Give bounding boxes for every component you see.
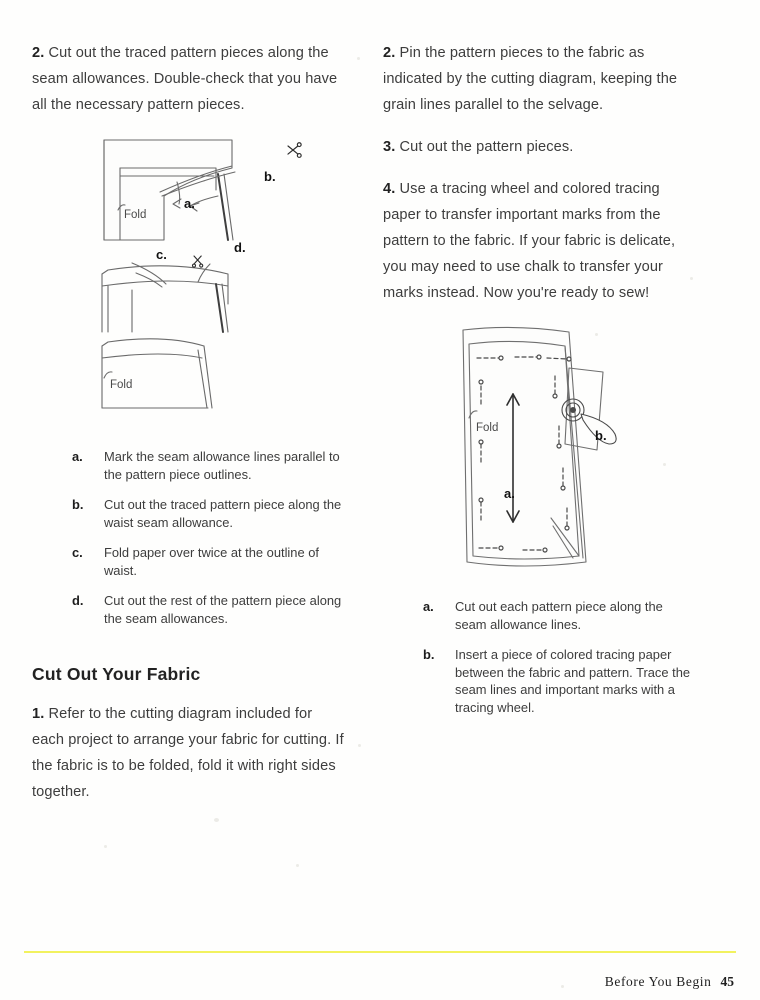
list-marker: a. [72,449,83,464]
pinned-pattern-illustration [383,322,695,588]
figure-label-d: d. [234,240,246,255]
list-text: Cut out the traced pattern piece along the waist seam allowance. [104,497,342,530]
right-lettered-list [383,598,695,716]
scan-speckle [358,744,361,747]
paragraph-step-3-right [383,134,695,160]
list-item [72,496,344,531]
paragraph-step-4-right [383,176,695,306]
figure-caption-fold: Fold [476,422,499,434]
figure-label-a: a. [184,196,195,211]
list-marker: d. [72,593,84,608]
list-text: Cut out each pattern piece along the seam allowance lines. [455,599,663,632]
step-number: 1. [32,706,45,722]
step-text: Pin the pattern pieces to the fabric as indicated by the cutting diagram, keeping the grain lines parallel to the selvage. [383,45,678,113]
list-marker: b. [72,497,84,512]
right-column [383,40,695,729]
left-lettered-list [32,448,344,627]
list-item [423,646,695,716]
step-number: 2. [383,45,396,61]
step-number: 4. [383,181,396,197]
scissors-icon [288,143,301,158]
figure-label-c: c. [156,247,167,262]
step-number: 2. [32,45,45,61]
figure-caption-fold-bottom: Fold [110,379,133,391]
left-column [32,40,344,821]
step-text: Cut out the traced pattern pieces along the seam allowances. Double-check that you have all the necessary pattern pieces. [32,45,338,113]
list-text: Mark the seam allowance lines parallel to the pattern piece outlines. [104,449,340,482]
list-text: Cut out the rest of the pattern piece along the seam allowances. [104,593,342,626]
list-marker: b. [423,647,435,662]
footer-rule [24,951,736,953]
figure-tracing-and-cutting [32,134,344,434]
step-text: Refer to the cutting diagram included for each project to arrange your fabric for cutting. If the fabric is to be folded, fold it with right sides together. [32,706,344,800]
scan-speckle [357,57,360,60]
section-heading-cut-out-your-fabric: Cut Out Your Fabric [32,664,201,684]
paragraph-step-1-left [32,701,344,805]
figure-pinned-pattern [383,322,695,588]
scan-speckle [561,985,564,988]
list-item [72,592,344,627]
figure-label-b: b. [595,428,607,443]
list-text: Fold paper over twice at the outline of waist. [104,545,319,578]
list-item [72,448,344,483]
list-marker: a. [423,599,434,614]
list-marker: c. [72,545,83,560]
tracing-and-cutting-illustration [32,134,344,434]
paragraph-step-2-right [383,40,695,118]
step-text: Cut out the pattern pieces. [395,139,574,155]
page-number: 45 [720,974,734,989]
list-item [72,544,344,579]
scan-speckle [104,845,107,848]
footer-chapter-title: Before You Begin [604,974,712,989]
scan-speckle [296,864,299,867]
step-text: Use a tracing wheel and colored tracing paper to transfer important marks from the pattern to the fabric. If your fabric is delicate, you may need to use chalk to transfer your marks instead. Now you're ready to sew! [383,181,676,301]
footer [605,974,734,990]
figure-label-b: b. [264,169,276,184]
paragraph-step-2-left [32,40,344,118]
step-number: 3. [383,139,396,155]
figure-label-a: a. [504,486,515,501]
scissors-icon [192,256,202,267]
list-text: Insert a piece of colored tracing paper between the fabric and pattern. Trace the seam lines and important marks with a tracing wheel. [455,647,691,715]
list-item [423,598,695,633]
figure-caption-fold-top: Fold [124,209,147,221]
